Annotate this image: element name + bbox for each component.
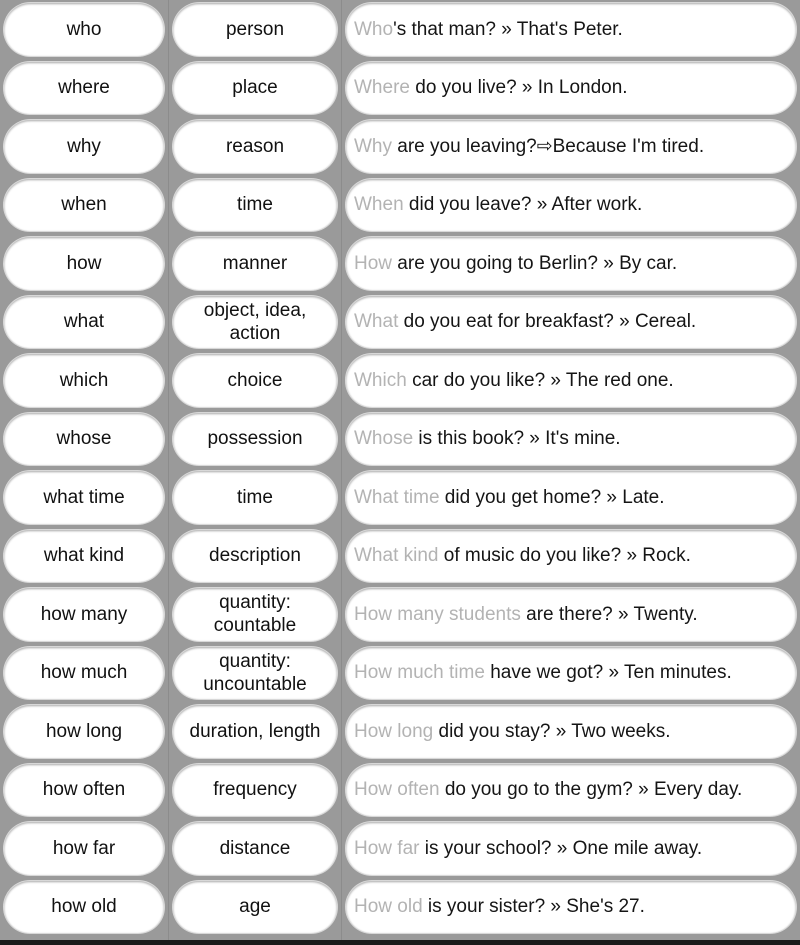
usage-label: manner — [173, 237, 337, 290]
example-row — [342, 819, 800, 878]
example-text: have we got? » Ten minutes. — [484, 662, 732, 684]
example-question-word: How old — [354, 896, 423, 918]
example-text: did you get home? » Late. — [439, 486, 665, 508]
example-sentence — [346, 354, 796, 407]
example-question-word: How long — [354, 720, 434, 742]
example-sentence — [346, 413, 796, 466]
question-word: what kind — [4, 530, 164, 583]
question-word-row — [0, 702, 168, 761]
example-text: do you live? » In London. — [409, 77, 628, 99]
usage-row — [169, 527, 341, 586]
question-word: how — [4, 237, 164, 290]
question-word: how many — [4, 588, 164, 641]
usage-label: person — [173, 3, 337, 56]
example-sentence — [346, 62, 796, 115]
example-row — [342, 410, 800, 469]
example-question-word: How far — [354, 837, 420, 859]
example-row — [342, 878, 800, 937]
question-word-row — [0, 176, 168, 235]
example-question-word: Who — [354, 18, 394, 40]
example-sentence — [346, 822, 796, 875]
usage-label: age — [173, 881, 337, 934]
example-text: 's that man? » That's Peter. — [393, 18, 623, 40]
question-word: who — [4, 3, 164, 56]
question-word: what — [4, 296, 164, 349]
example-sentence — [346, 764, 796, 817]
example-sentence — [346, 237, 796, 290]
question-word: which — [4, 354, 164, 407]
usage-row — [169, 761, 341, 820]
example-sentence — [346, 705, 796, 758]
usage-row — [169, 702, 341, 761]
usage-row — [169, 410, 341, 469]
question-word: when — [4, 179, 164, 232]
example-row — [342, 527, 800, 586]
question-word-row — [0, 819, 168, 878]
usage-row — [169, 644, 341, 703]
example-question-word: How — [354, 252, 393, 274]
usage-label: choice — [173, 354, 337, 407]
example-sentence — [346, 647, 796, 700]
example-row — [342, 351, 800, 410]
question-word-column — [0, 0, 168, 940]
usage-label: quantity: uncountable — [173, 647, 337, 700]
usage-label: duration, length — [173, 705, 337, 758]
question-word-row — [0, 761, 168, 820]
example-text: are you leaving?⇨Because I'm tired. — [392, 135, 705, 157]
question-word: why — [4, 120, 164, 173]
question-word: how often — [4, 764, 164, 817]
question-word-row — [0, 527, 168, 586]
usage-row — [169, 176, 341, 235]
example-row — [342, 176, 800, 235]
usage-label: time — [173, 179, 337, 232]
usage-label: place — [173, 62, 337, 115]
example-row — [342, 234, 800, 293]
example-text: is your school? » One mile away. — [419, 837, 703, 859]
example-question-word: Whose — [354, 428, 414, 450]
question-word: whose — [4, 413, 164, 466]
usage-row — [169, 293, 341, 352]
question-word-row — [0, 468, 168, 527]
question-word-row — [0, 117, 168, 176]
question-word-row — [0, 0, 168, 59]
example-row — [342, 702, 800, 761]
usage-row — [169, 0, 341, 59]
question-word-row — [0, 878, 168, 937]
usage-row — [169, 585, 341, 644]
question-word-row — [0, 293, 168, 352]
example-question-word: Where — [354, 77, 410, 99]
example-question-word: When — [354, 194, 404, 216]
usage-label: description — [173, 530, 337, 583]
question-word: how much — [4, 647, 164, 700]
usage-column — [169, 0, 341, 940]
example-row — [342, 644, 800, 703]
example-sentence — [346, 881, 796, 934]
example-sentence — [346, 3, 796, 56]
usage-label: reason — [173, 120, 337, 173]
usage-label: possession — [173, 413, 337, 466]
question-word-row — [0, 410, 168, 469]
example-question-word: Why — [354, 135, 392, 157]
example-text: do you eat for breakfast? » Cereal. — [398, 311, 697, 333]
question-word: how old — [4, 881, 164, 934]
usage-label: distance — [173, 822, 337, 875]
example-row — [342, 468, 800, 527]
bottom-divider — [0, 940, 800, 945]
question-word-row — [0, 234, 168, 293]
usage-row — [169, 117, 341, 176]
usage-row — [169, 468, 341, 527]
example-question-word: How much time — [354, 662, 485, 684]
example-question-word: What time — [354, 486, 440, 508]
example-sentence — [346, 296, 796, 349]
question-word-row — [0, 59, 168, 118]
example-column — [342, 0, 800, 940]
example-question-word: How often — [354, 779, 440, 801]
example-question-word: Which — [354, 369, 407, 391]
example-text: is your sister? » She's 27. — [422, 896, 645, 918]
question-word-row — [0, 585, 168, 644]
example-text: did you leave? » After work. — [403, 194, 643, 216]
usage-label: frequency — [173, 764, 337, 817]
example-sentence — [346, 530, 796, 583]
usage-row — [169, 234, 341, 293]
example-text: are you going to Berlin? » By car. — [392, 252, 678, 274]
example-question-word: What — [354, 311, 399, 333]
example-text: are there? » Twenty. — [520, 603, 698, 625]
usage-label: object, idea, action — [173, 296, 337, 349]
example-text: is this book? » It's mine. — [413, 428, 621, 450]
example-text: of music do you like? » Rock. — [438, 545, 691, 567]
example-row — [342, 293, 800, 352]
example-sentence — [346, 179, 796, 232]
example-sentence — [346, 471, 796, 524]
example-row — [342, 761, 800, 820]
usage-row — [169, 878, 341, 937]
example-row — [342, 59, 800, 118]
question-word: how long — [4, 705, 164, 758]
example-sentence — [346, 120, 796, 173]
example-text: car do you like? » The red one. — [406, 369, 674, 391]
example-text: do you go to the gym? » Every day. — [439, 779, 743, 801]
example-row — [342, 0, 800, 59]
example-sentence — [346, 588, 796, 641]
question-word: how far — [4, 822, 164, 875]
question-word-row — [0, 644, 168, 703]
example-question-word: How many students — [354, 603, 521, 625]
question-word-row — [0, 351, 168, 410]
example-text: did you stay? » Two weeks. — [433, 720, 671, 742]
example-row — [342, 585, 800, 644]
usage-label: quantity: countable — [173, 588, 337, 641]
usage-row — [169, 819, 341, 878]
question-word: what time — [4, 471, 164, 524]
usage-row — [169, 351, 341, 410]
usage-row — [169, 59, 341, 118]
question-word: where — [4, 62, 164, 115]
example-row — [342, 117, 800, 176]
example-question-word: What kind — [354, 545, 439, 567]
usage-label: time — [173, 471, 337, 524]
